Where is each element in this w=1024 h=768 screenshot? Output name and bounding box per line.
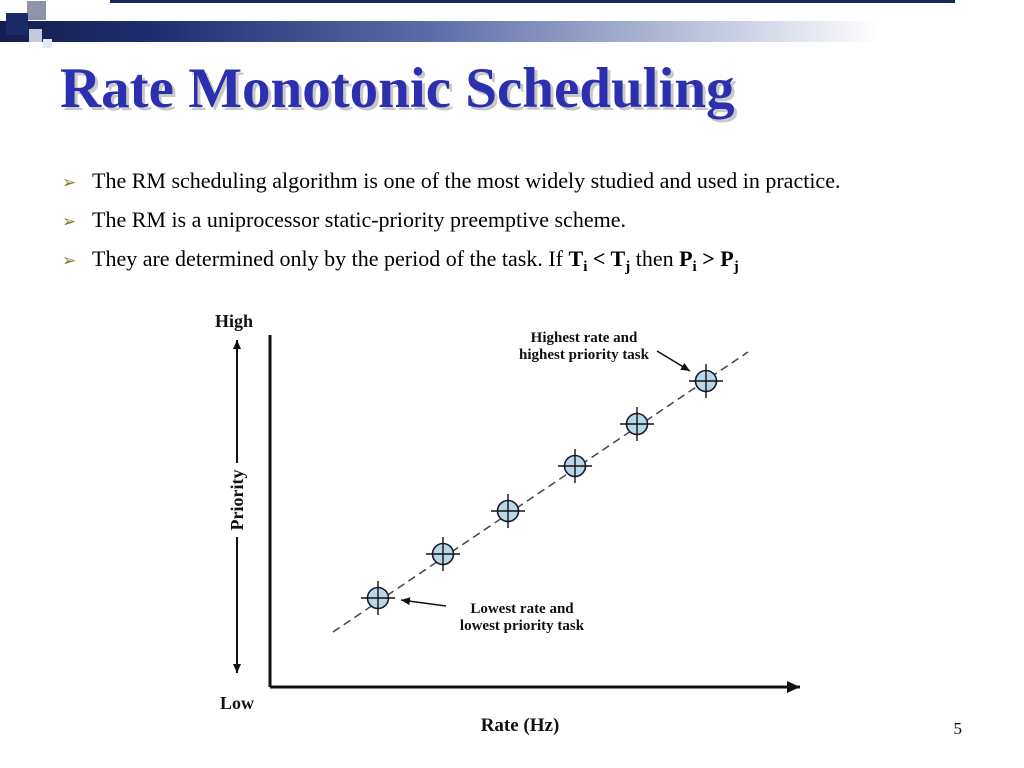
bullet-arrow-icon: ➢: [62, 251, 77, 271]
math-P2: P: [720, 246, 734, 271]
trend-line: [333, 352, 748, 632]
y-axis-high-label: High: [214, 311, 254, 331]
bullet-text: The RM is a uniprocessor static-priority preemptive scheme.: [92, 207, 626, 232]
y-axis-low-label: Low: [219, 693, 255, 713]
bullet-item: [62, 168, 997, 194]
y-axis-title: Priority: [227, 469, 247, 531]
annotation-lowest-arrow: [401, 600, 446, 606]
math-T2: T: [610, 246, 626, 271]
top-rule: [110, 0, 955, 3]
decorative-square: [6, 13, 28, 35]
bullet-text-prefix: They are determined only by the period of the task. If: [92, 246, 569, 271]
x-axis-title: Rate (Hz): [480, 715, 560, 736]
annotation-highest-line1: Highest rate and: [530, 330, 638, 346]
math-P1-sub: i: [692, 259, 697, 275]
math-T1: T: [568, 246, 584, 271]
task-point: [620, 407, 654, 441]
decorative-square: [43, 39, 52, 48]
annotation-highest-line2: highest priority task: [518, 347, 650, 363]
bullet-list: [62, 168, 997, 289]
annotation-lowest-line2: lowest priority task: [459, 618, 585, 634]
decorative-square: [27, 1, 46, 20]
slide-title: Rate Monotonic Scheduling: [60, 57, 735, 120]
task-point: [689, 364, 723, 398]
bullet-arrow-icon: ➢: [62, 212, 77, 232]
math-gt: >: [696, 246, 721, 271]
annotation-highest-arrow: [657, 351, 690, 371]
task-point: [491, 494, 525, 528]
bullet-item: [62, 246, 997, 276]
math-lt: <: [587, 246, 611, 271]
math-P2-sub: j: [733, 259, 739, 275]
gradient-banner: [0, 21, 1024, 42]
bullet-text: The RM scheduling algorithm is one of the most widely studied and used in practice.: [92, 168, 841, 193]
math-P1: P: [679, 246, 693, 271]
math-T1-sub: i: [583, 259, 588, 275]
bullet-arrow-icon: ➢: [62, 173, 77, 193]
priority-rate-figure: [160, 295, 840, 755]
page-number: 5: [953, 719, 962, 738]
task-point: [558, 449, 592, 483]
bullet-text: [92, 246, 739, 276]
math-T2-sub: j: [625, 259, 631, 275]
decorative-square: [29, 29, 42, 42]
math-then: then: [630, 246, 680, 271]
bullet-item: [62, 207, 997, 233]
annotation-lowest-line1: Lowest rate and: [470, 601, 574, 617]
priority-rate-plot: [160, 295, 840, 755]
